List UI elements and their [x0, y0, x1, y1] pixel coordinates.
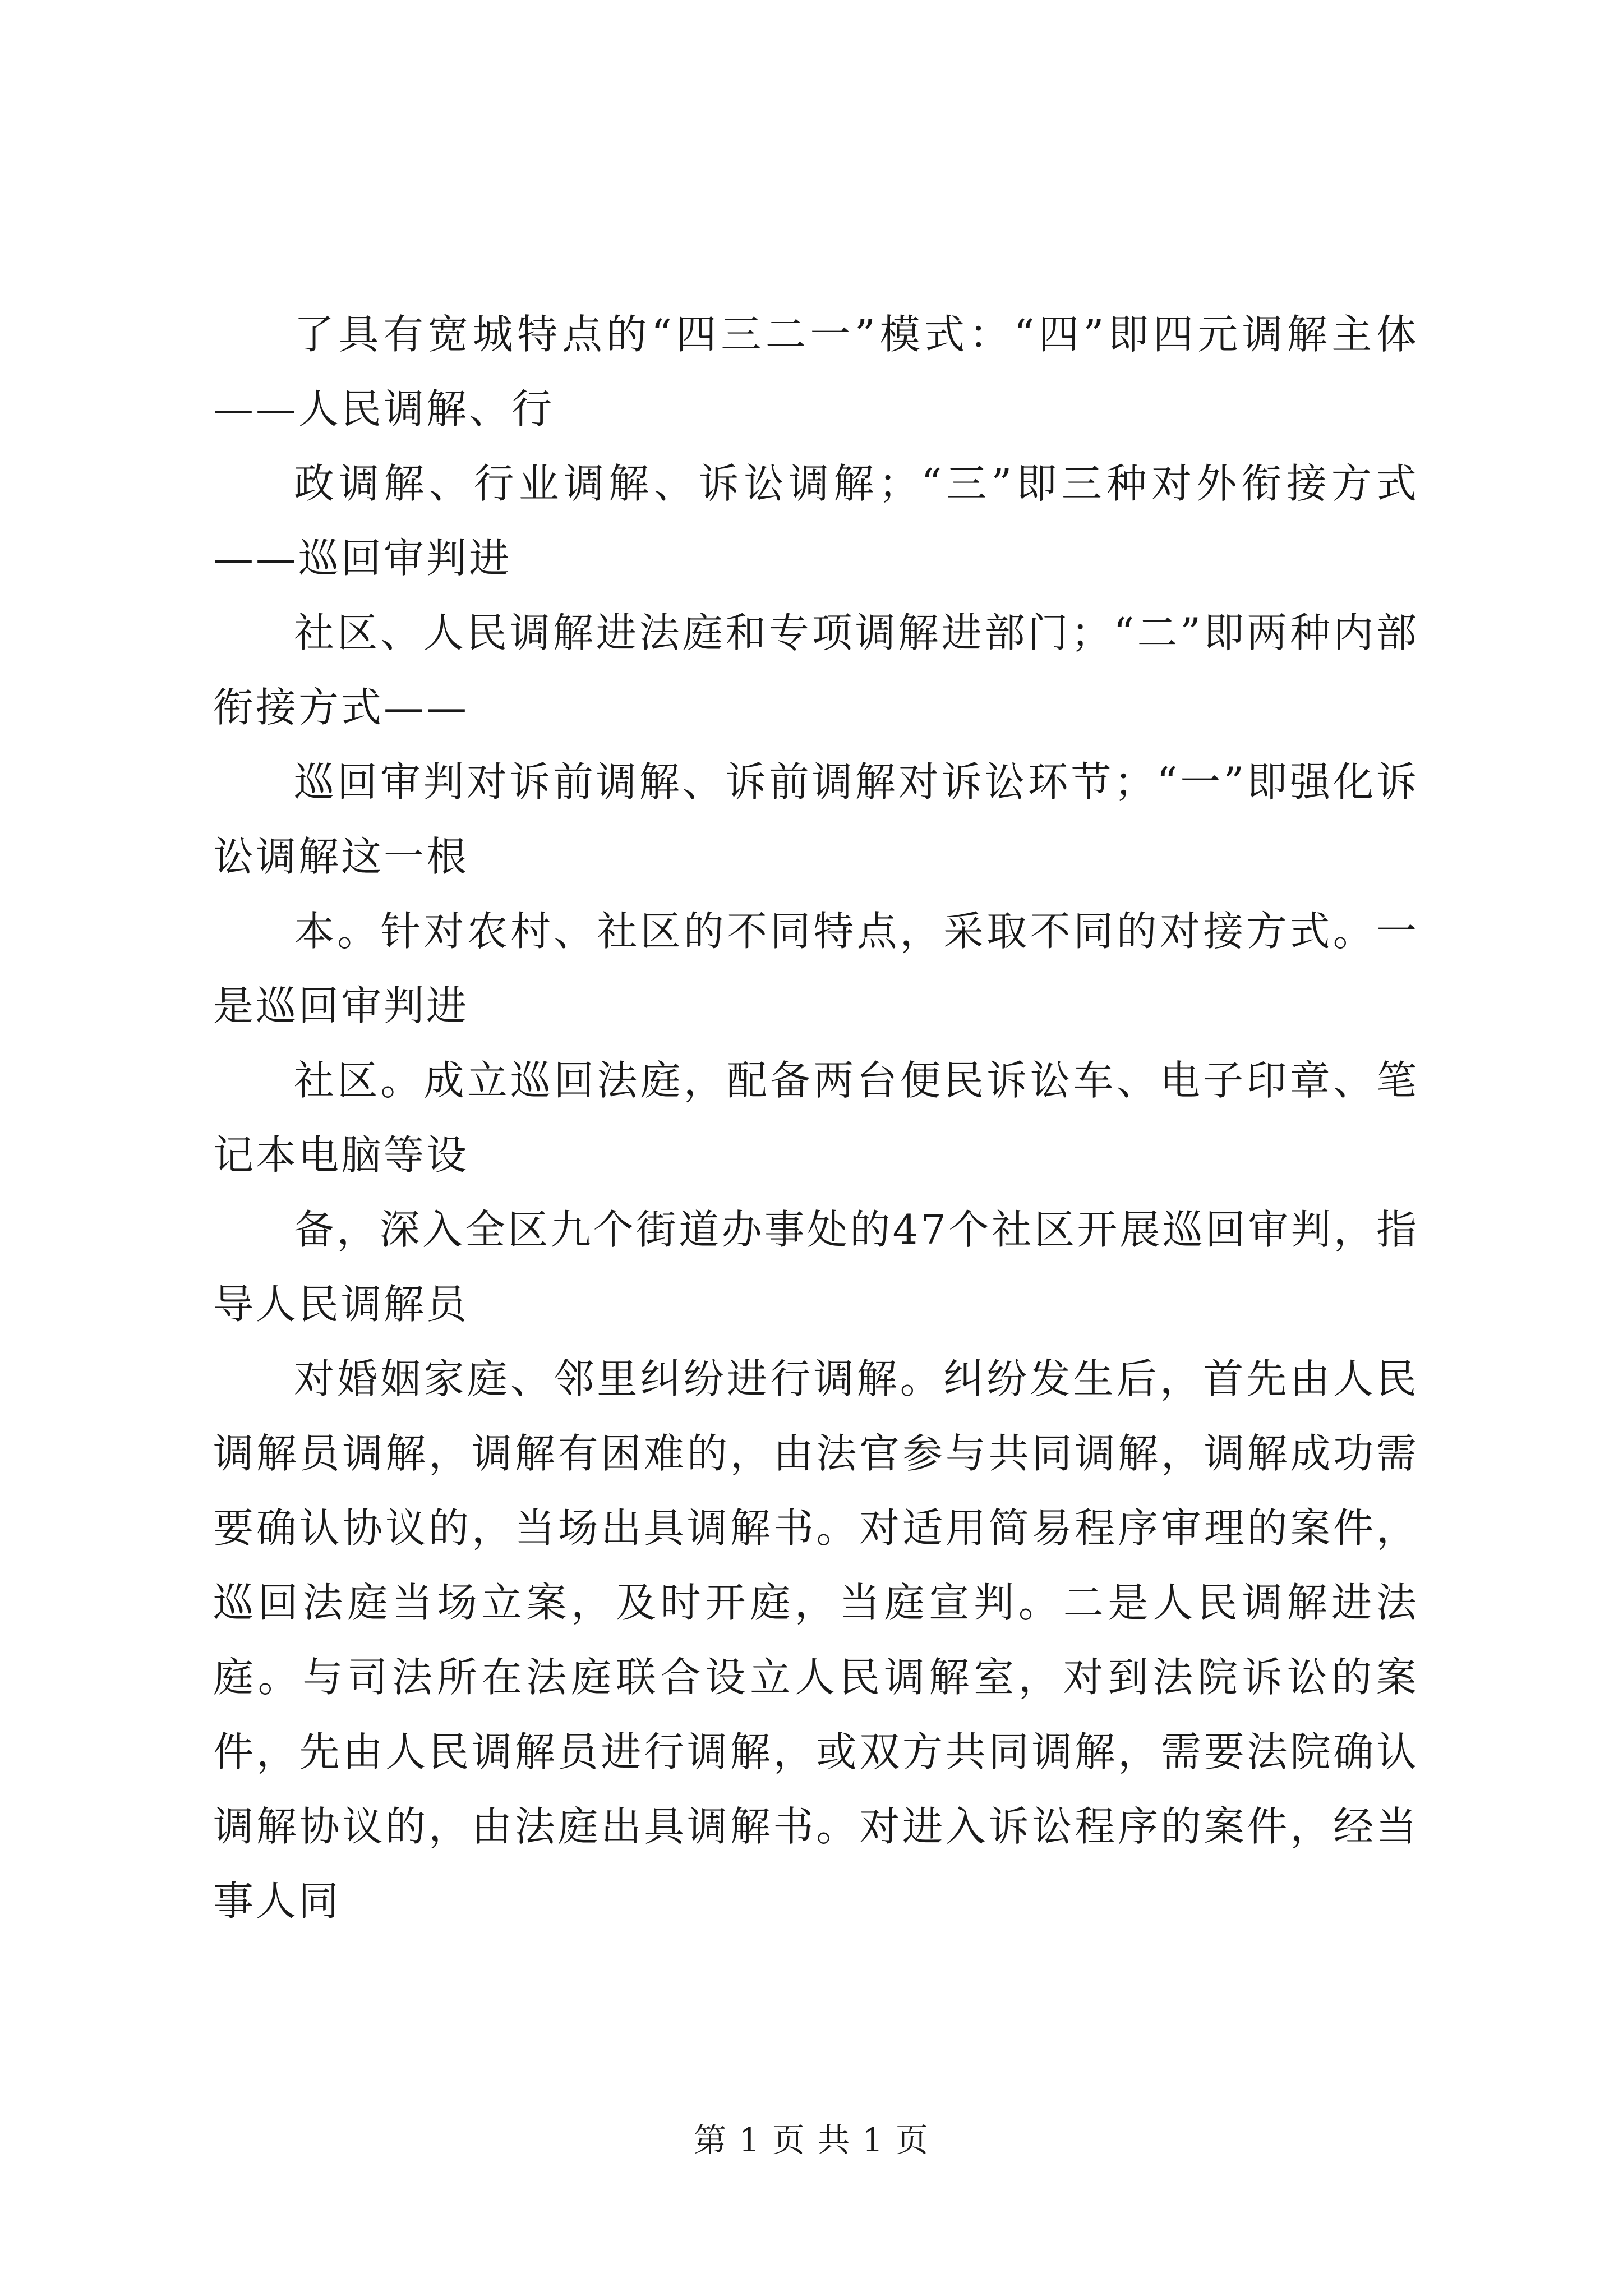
- paragraph: 社区、人民调解进法庭和专项调解进部门；“二”即两种内部衔接方式——: [213, 609, 1419, 731]
- paragraph: 备，深入全区九个街道办事处的47个社区开展巡回审判，指导人民调解员: [213, 1206, 1419, 1328]
- document-body: [213, 297, 1419, 1939]
- paragraph: 对婚姻家庭、邻里纠纷进行调解。纠纷发生后，首先由人民调解员调解，调解有困难的，由法官参与共同调解，调解成功需要确认协议的，当场出具调解书。对适用简易程序审理的案件，巡回法庭当场立案，及时开庭，当庭宣判。二是人民调解进法庭。与司法所在法庭联合设立人民调解室，对到法院诉讼的案件，先由人民调解员进行调解，或双方共同调解，需要法院确认调解协议的，由法庭出具调解书。对进入诉讼程序的案件，经当事人同: [213, 1355, 1419, 1925]
- paragraph: 本。针对农村、社区的不同特点，采取不同的对接方式。一是巡回审判进: [213, 908, 1419, 1029]
- paragraph: 社区。成立巡回法庭，配备两台便民诉讼车、电子印章、笔记本电脑等设: [213, 1057, 1419, 1179]
- page-number-label: 第 1 页 共 1 页: [694, 2121, 929, 2159]
- paragraph: 了具有宽城特点的“四三二一”模式：“四”即四元调解主体——人民调解、行: [213, 311, 1419, 432]
- paragraph: 巡回审判对诉前调解、诉前调解对诉讼环节；“一”即强化诉讼调解这一根: [213, 758, 1419, 880]
- paragraph: 政调解、行业调解、诉讼调解；“三”即三种对外衔接方式——巡回审判进: [213, 460, 1419, 582]
- page-footer: [0, 2118, 1623, 2162]
